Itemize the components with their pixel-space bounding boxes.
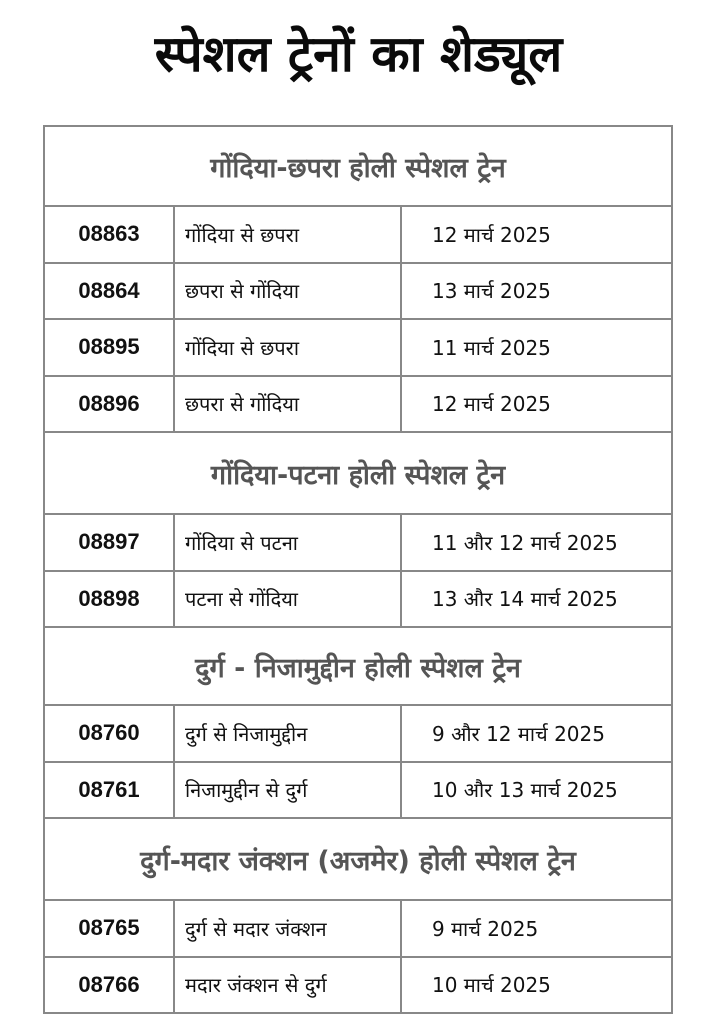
page-title: स्पेशल ट्रेनों का शेड्यूल: [0, 18, 717, 86]
train-route: मदार जंक्शन से दुर्ग: [175, 958, 402, 1013]
schedule-table: [43, 125, 673, 1014]
train-date: 9 मार्च 2025: [402, 901, 671, 956]
train-route: छपरा से गोंदिया: [175, 264, 402, 319]
train-route: गोंदिया से पटना: [175, 515, 402, 570]
train-date: 12 मार्च 2025: [402, 207, 671, 262]
train-number: 08864: [45, 264, 175, 319]
train-number: 08766: [45, 958, 175, 1013]
train-date: 11 मार्च 2025: [402, 320, 671, 375]
train-date: 13 मार्च 2025: [402, 264, 671, 319]
train-date: 11 और 12 मार्च 2025: [402, 515, 671, 570]
table-row: [45, 207, 671, 264]
train-date: 9 और 12 मार्च 2025: [402, 706, 671, 761]
train-number: 08897: [45, 515, 175, 570]
table-row: [45, 572, 671, 629]
section-title: गोंदिया-छपरा होली स्पेशल ट्रेन: [45, 127, 671, 207]
train-route: गोंदिया से छपरा: [175, 320, 402, 375]
train-route: पटना से गोंदिया: [175, 572, 402, 627]
table-row: [45, 515, 671, 572]
table-row: [45, 958, 671, 1014]
section-title: गोंदिया-पटना होली स्पेशल ट्रेन: [45, 433, 671, 515]
table-row: [45, 706, 671, 763]
train-date: 12 मार्च 2025: [402, 377, 671, 432]
train-number: 08896: [45, 377, 175, 432]
train-number: 08761: [45, 763, 175, 818]
train-date: 10 मार्च 2025: [402, 958, 671, 1013]
train-number: 08898: [45, 572, 175, 627]
train-route: छपरा से गोंदिया: [175, 377, 402, 432]
train-route: निजामुद्दीन से दुर्ग: [175, 763, 402, 818]
section-title: दुर्ग-मदार जंक्शन (अजमेर) होली स्पेशल ट्रेन: [45, 819, 671, 901]
table-row: [45, 377, 671, 434]
train-number: 08765: [45, 901, 175, 956]
train-route: गोंदिया से छपरा: [175, 207, 402, 262]
train-number: 08760: [45, 706, 175, 761]
train-date: 10 और 13 मार्च 2025: [402, 763, 671, 818]
train-route: दुर्ग से मदार जंक्शन: [175, 901, 402, 956]
table-row: [45, 901, 671, 958]
table-row: [45, 264, 671, 321]
train-number: 08895: [45, 320, 175, 375]
section-title: दुर्ग - निजामुद्दीन होली स्पेशल ट्रेन: [45, 628, 671, 706]
table-row: [45, 320, 671, 377]
train-number: 08863: [45, 207, 175, 262]
train-route: दुर्ग से निजामुद्दीन: [175, 706, 402, 761]
table-row: [45, 763, 671, 820]
train-date: 13 और 14 मार्च 2025: [402, 572, 671, 627]
